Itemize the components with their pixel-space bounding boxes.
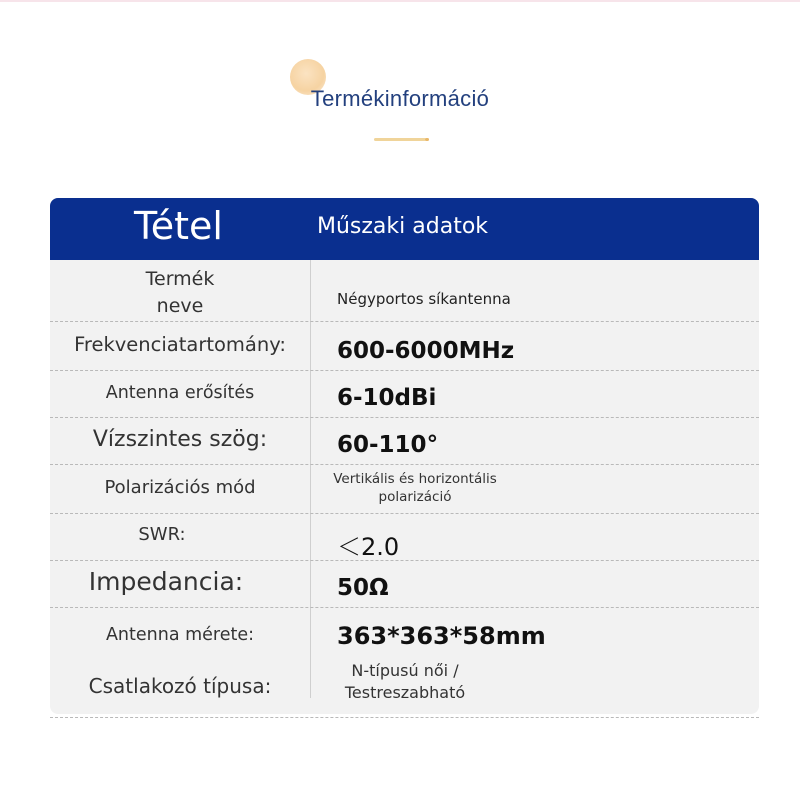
row-value-frequency: 600-6000MHz: [337, 338, 515, 364]
table-header: [50, 198, 759, 260]
spec-table: [50, 198, 759, 714]
row-divider: [50, 370, 759, 371]
row-label-impedance: Impedancia:: [88, 567, 244, 596]
row-label-frequency: Frekvenciatartomány:: [74, 333, 286, 356]
column-divider: [310, 260, 311, 698]
title-underline-dot: [425, 138, 429, 141]
row-divider: [50, 321, 759, 322]
row-divider: [50, 513, 759, 514]
row-value-gain: 6-10dBi: [337, 385, 437, 411]
title-underline: [374, 138, 426, 141]
row-label-gain: Antenna erősítés: [105, 383, 255, 403]
row-value-dimensions: 363*363*58mm: [337, 622, 546, 650]
header-item-label: Tétel: [134, 204, 223, 248]
row-label-horizontal-angle: Vízszintes szög:: [92, 427, 268, 452]
row-value-polarization-line2: polarizáció: [378, 489, 452, 505]
row-label-connector: Csatlakozó típusa:: [88, 674, 272, 698]
page-title: Termékinformáció: [310, 86, 490, 111]
row-label-dimensions: Antenna mérete:: [105, 625, 255, 645]
row-divider: [50, 417, 759, 418]
row-value-horizontal-angle: 60-110°: [337, 432, 439, 458]
row-label-product-name-line2: neve: [156, 295, 204, 317]
top-border-line: [0, 0, 800, 2]
table-bottom-divider: [50, 717, 759, 718]
row-divider: [50, 607, 759, 608]
row-value-impedance: 50Ω: [337, 575, 389, 601]
row-label-swr: SWR:: [138, 524, 186, 545]
row-divider: [50, 560, 759, 561]
row-value-swr: ＜2.0: [337, 533, 400, 561]
row-value-product-name: Négyportos síkantenna: [337, 290, 511, 308]
row-label-product-name-line1: Termék: [145, 268, 215, 290]
row-value-connector-line1: N-típusú női /: [351, 661, 459, 680]
header-spec-label: Műszaki adatok: [317, 214, 489, 239]
row-value-polarization-line1: Vertikális és horizontális: [333, 471, 497, 487]
row-label-polarization: Polarizációs mód: [104, 477, 256, 498]
row-value-connector-line2: Testreszabható: [344, 683, 466, 702]
row-divider: [50, 464, 759, 465]
